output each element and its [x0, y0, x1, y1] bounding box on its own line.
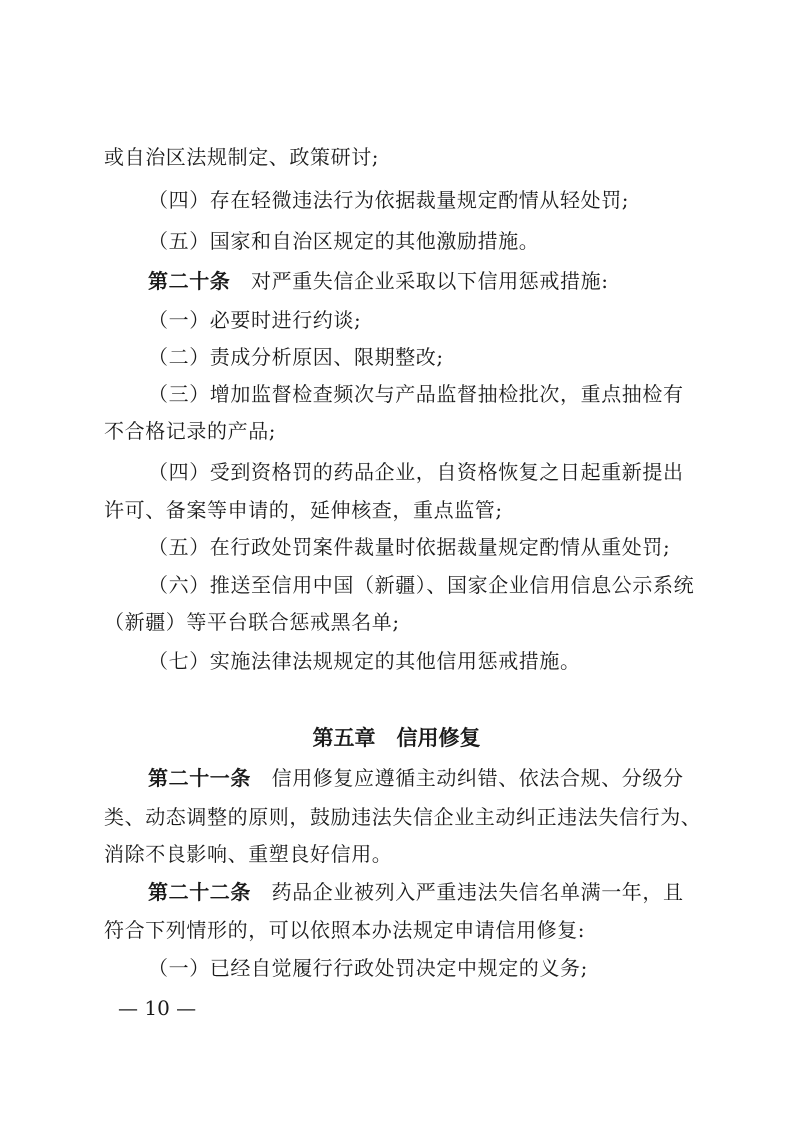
list-item: （四）受到资格罚的药品企业，自资格恢复之日起重新提出 [148, 460, 684, 484]
list-item: （五）国家和自治区规定的其他激励措施。 [148, 229, 540, 253]
paragraph-line: 不合格记录的产品; [104, 419, 277, 443]
article-20 [148, 268, 609, 294]
article-text: 对严重失信企业采取以下信用惩戒措施: [230, 269, 609, 293]
article-heading: 第二十一条 [148, 766, 251, 790]
list-item: （四）存在轻微违法行为依据裁量规定酌情从轻处罚; [148, 188, 630, 212]
paragraph-line: 或自治区法规制定、政策研讨; [104, 145, 380, 169]
paragraph-line: 消除不良影响、重塑良好信用。 [104, 842, 393, 866]
list-item: （一）已经自觉履行行政处罚决定中规定的义务; [148, 956, 588, 980]
list-item: （三）增加监督检查频次与产品监督抽检批次，重点抽检有 [148, 382, 684, 406]
article-21 [148, 765, 684, 791]
list-item: （二）责成分析原因、限期整改; [148, 345, 444, 369]
list-item: （七）实施法律法规规定的其他信用惩戒措施。 [148, 649, 581, 673]
list-item: （五）在行政处罚案件裁量时依据裁量规定酌情从重处罚; [148, 535, 671, 559]
paragraph-line: （新疆）等平台联合惩戒黑名单; [104, 610, 400, 634]
paragraph-line: 符合下列情形的，可以依照本办法规定申请信用修复: [104, 918, 586, 942]
article-heading: 第二十条 [148, 269, 231, 293]
paragraph-line: 许可、备案等申请的，延伸核查，重点监管; [104, 498, 503, 522]
article-text: 信用修复应遵循主动纠错、依法合规、分级分 [251, 766, 684, 790]
list-item: （一）必要时进行约谈; [148, 308, 362, 332]
page-number: — 10 — [118, 996, 197, 1020]
chapter-title: 第五章 信用修复 [312, 725, 481, 750]
article-heading: 第二十二条 [148, 880, 251, 904]
paragraph-line: 类、动态调整的原则，鼓励违法失信企业主动纠正违法失信行为、 [104, 805, 702, 829]
article-22 [148, 879, 684, 905]
list-item: （六）推送至信用中国（新疆）、国家企业信用信息公示系统 [148, 573, 695, 597]
article-text: 药品企业被列入严重违法失信名单满一年，且 [251, 880, 684, 904]
